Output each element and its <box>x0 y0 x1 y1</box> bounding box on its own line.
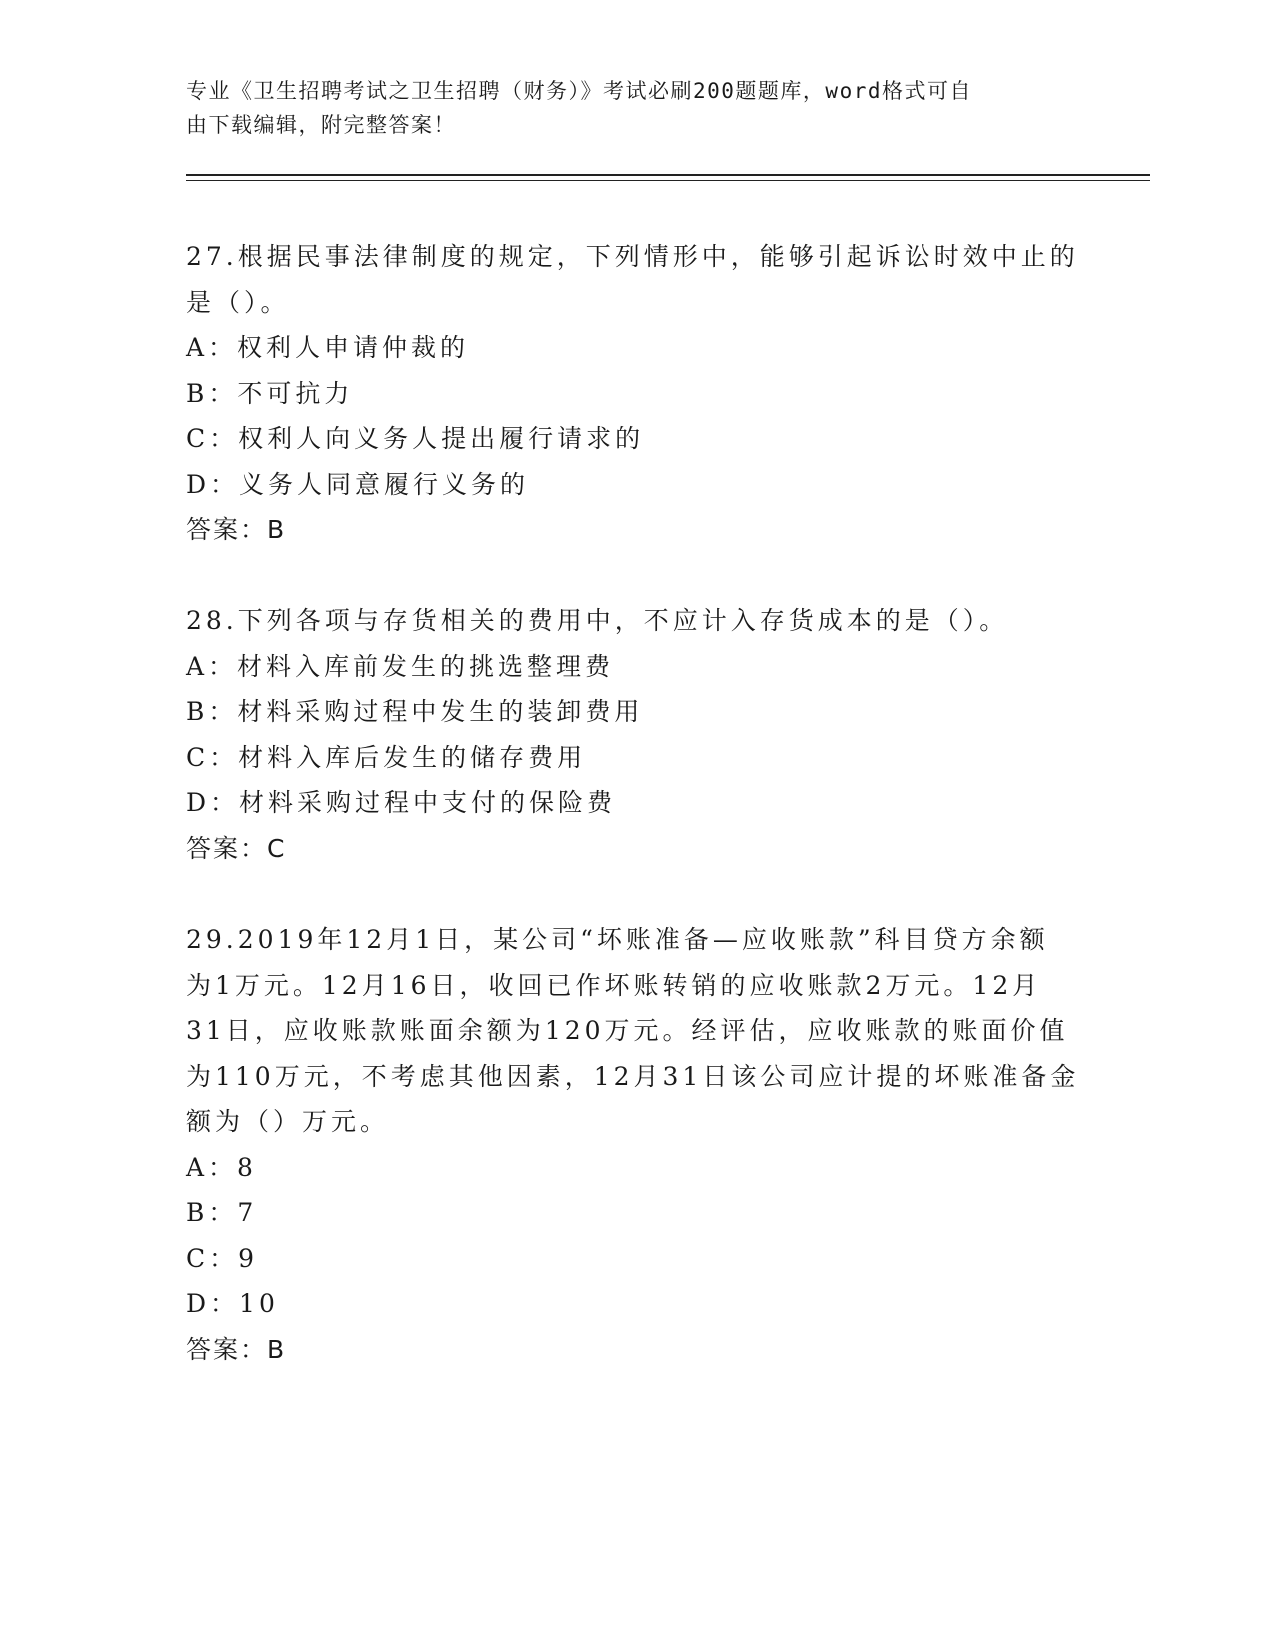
option-b: B：不可抗力 <box>186 378 354 408</box>
header-line-2: 由下载编辑，附完整答案！ <box>186 113 456 137</box>
option-a: A：材料入库前发生的挑选整理费 <box>186 651 615 681</box>
question-27 <box>186 234 1086 553</box>
answer-label: 答案：B <box>186 515 287 544</box>
option-a: A：8 <box>186 1152 257 1182</box>
document-header <box>186 74 1066 142</box>
question-stem: 额为（）万元。 <box>186 1107 390 1136</box>
option-b: B：7 <box>186 1198 258 1227</box>
option-d: D：材料采购过程中支付的保险费 <box>186 788 617 817</box>
question-stem: 为110万元，不考虑其他因素，12月31日该公司应计提的坏账准备金 <box>186 1061 1080 1091</box>
option-c: C：权利人向义务人提出履行请求的 <box>186 424 645 453</box>
question-stem: 是（）。 <box>186 287 290 317</box>
question-stem: 29.2019年12月1日，某公司“坏账准备—应收账款”科目贷方余额 <box>186 925 1049 954</box>
option-c: C：9 <box>186 1243 259 1273</box>
question-stem: 为1万元。12月16日，收回已作坏账转销的应收账款2万元。12月 <box>186 970 1042 1000</box>
question-28 <box>186 598 1086 871</box>
option-d: D：义务人同意履行义务的 <box>186 469 530 499</box>
option-d: D：10 <box>186 1289 279 1318</box>
question-stem: 27.根据民事法律制度的规定，下列情形中，能够引起诉讼时效中止的 <box>186 242 1079 271</box>
question-stem: 31日，应收账款账面余额为120万元。经评估，应收账款的账面价值 <box>186 1016 1069 1045</box>
question-29 <box>186 917 1086 1372</box>
header-line-1: 专业《卫生招聘考试之卫生招聘（财务）》考试必刷200题题库，word格式可自 <box>186 79 972 103</box>
option-c: C：材料入库后发生的储存费用 <box>186 742 587 772</box>
option-a: A：权利人申请仲裁的 <box>186 333 470 362</box>
question-stem: 28.下列各项与存货相关的费用中，不应计入存货成本的是（）。 <box>186 606 1009 635</box>
answer-label: 答案：C <box>186 833 287 863</box>
option-b: B：材料采购过程中发生的装卸费用 <box>186 697 644 726</box>
header-divider-thick <box>186 174 1150 176</box>
answer-label: 答案：B <box>186 1334 287 1364</box>
header-divider-thin <box>186 180 1150 181</box>
